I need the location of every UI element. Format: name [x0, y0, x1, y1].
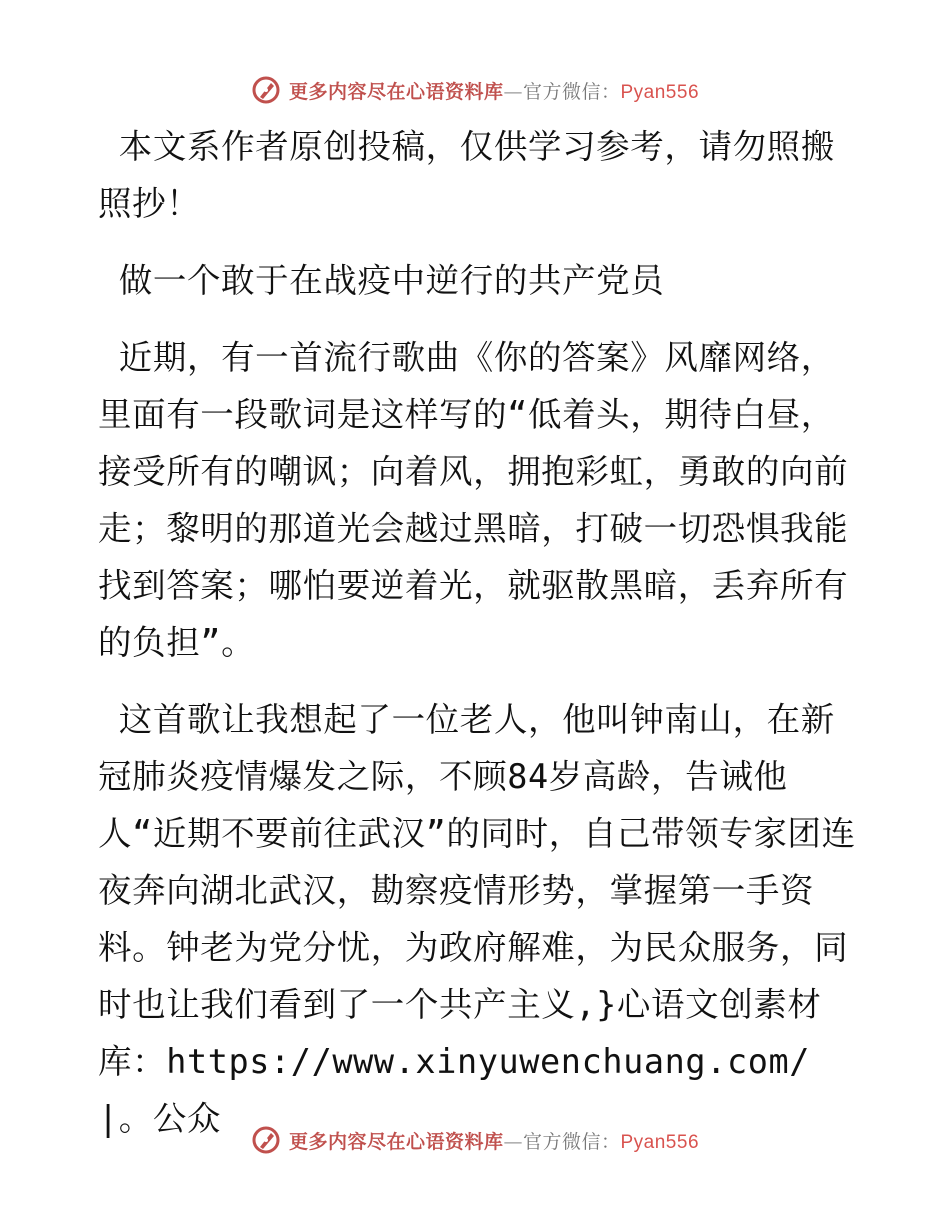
header-banner	[0, 68, 950, 112]
banner-wechat-label: 官方微信：	[522, 1130, 621, 1153]
banner-text	[289, 1127, 699, 1154]
disclaimer-paragraph: 本文系作者原创投稿，仅供学习参考，请勿照搬照抄！	[98, 127, 835, 223]
banner-slogan: 更多内容尽在心语资料库	[288, 80, 504, 103]
banner-slogan: 更多内容尽在心语资料库	[288, 1130, 504, 1153]
pen-nib-logo-icon	[251, 75, 281, 105]
body-paragraph: 近期，有一首流行歌曲《你的答案》风靡网络，里面有一段歌词是这样写的“低着头，期待白昼，接受所有的嘲讽；向着风，拥抱彩虹，勇敢的向前走；黎明的那道光会越过黑暗，打破一切恐惧我能找到答案；哪怕要逆着光，就驱散黑暗，丢弃所有的负担”。	[98, 338, 849, 662]
article-title: 做一个敢于在战疫中逆行的共产党员	[98, 261, 665, 300]
footer-banner	[0, 1118, 950, 1162]
banner-text	[289, 77, 699, 104]
banner-wechat-id: Pyan556	[620, 81, 700, 103]
body-paragraph: 这首歌让我想起了一位老人，他叫钟南山，在新冠肺炎疫情爆发之际，不顾84岁高龄，告诫他人“近期不要前往武汉”的同时，自己带领专家团连夜奔向湖北武汉，勘察疫情形势，掌握第一手资料。钟老为党分忧，为政府解难，为民众服务，同时也让我们看到了一个共产主义,}心语文创素材库：https://www.xinyuwenchuang.com/|。公众	[98, 700, 856, 1138]
banner-wechat-id: Pyan556	[620, 1131, 700, 1153]
banner-separator: —	[503, 80, 523, 103]
banner-separator: —	[503, 1130, 523, 1153]
document-body	[98, 118, 858, 1167]
banner-wechat-label: 官方微信：	[522, 80, 621, 103]
pen-nib-logo-icon	[251, 1125, 281, 1155]
